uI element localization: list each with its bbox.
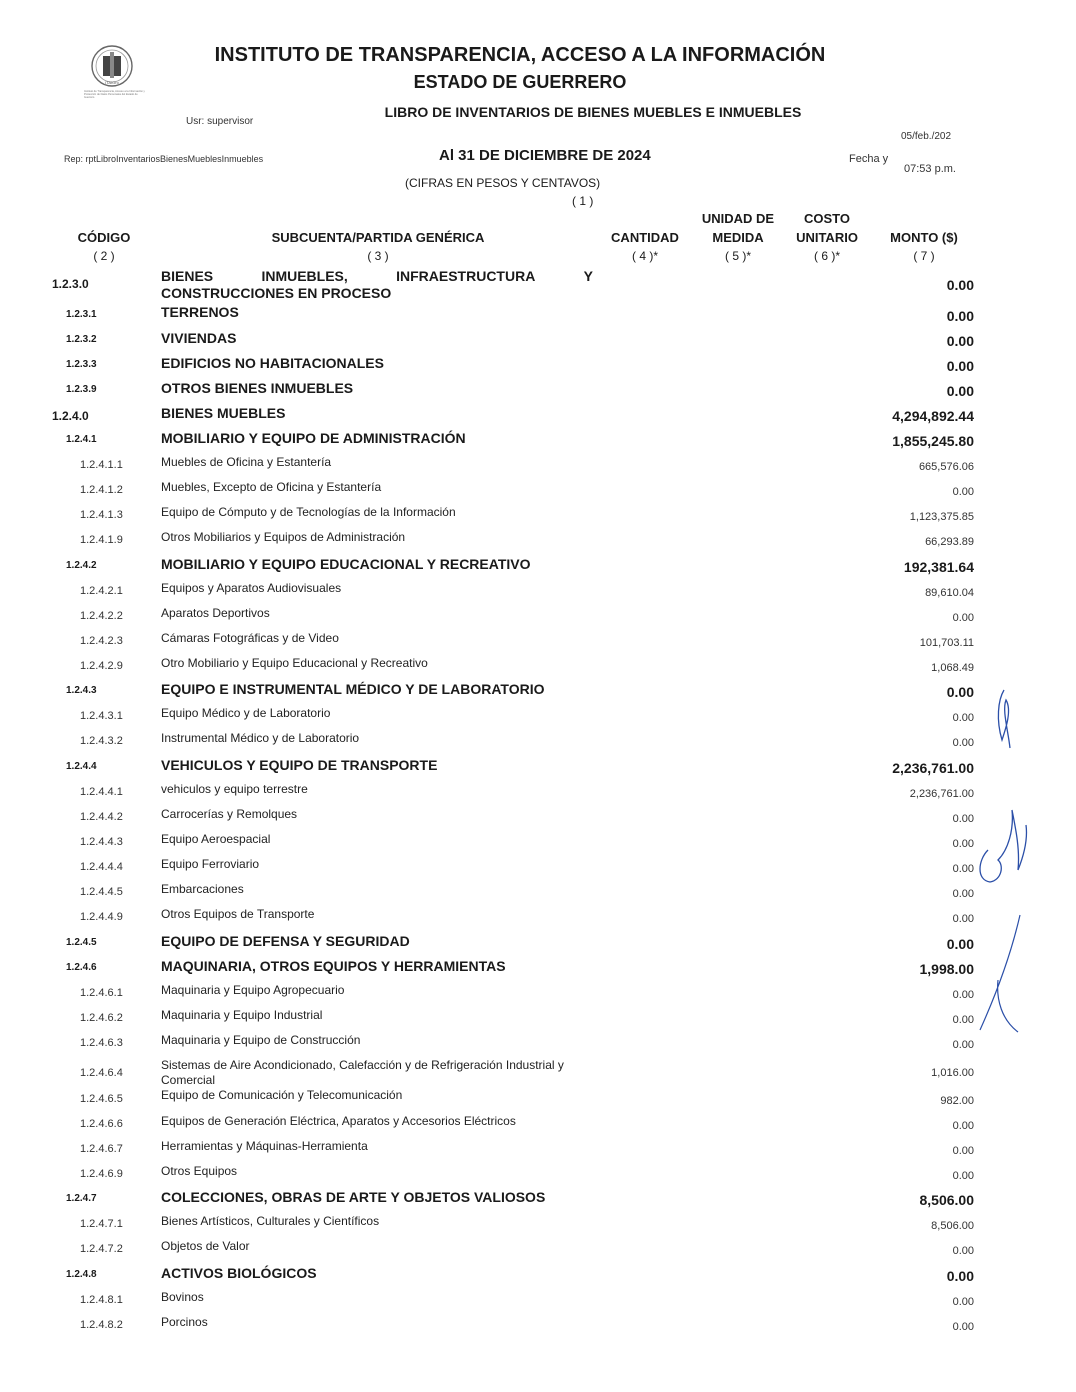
row-description: Muebles de Oficina y Estantería <box>161 455 332 469</box>
state-title: ESTADO DE GUERRERO <box>413 72 627 92</box>
row-amount: 0.00 <box>952 1245 974 1257</box>
handwritten-signature <box>968 680 1048 1050</box>
row-amount: 665,576.06 <box>918 461 974 473</box>
row-amount: 0.00 <box>946 333 974 349</box>
row-amount: 0.00 <box>952 712 974 724</box>
row-description: Otros Equipos de Transporte <box>161 907 315 921</box>
row-code: 1.2.4.0 <box>52 409 89 423</box>
row-amount: 1,855,245.80 <box>892 433 974 449</box>
row-amount: 8,506.00 <box>931 1220 974 1232</box>
as-of-date: Al 31 DE DICIEMBRE DE 2024 <box>439 147 651 164</box>
row-description: VEHICULOS Y EQUIPO DE TRANSPORTE <box>161 757 438 773</box>
row-code: 1.2.4.6.9 <box>80 1168 123 1180</box>
row-description: Equipos y Aparatos Audiovisuales <box>161 581 342 595</box>
row-code: 1.2.4.7 <box>66 1193 97 1204</box>
row-description: Bovinos <box>161 1290 204 1304</box>
row-amount: 0.00 <box>952 1321 974 1333</box>
row-amount: 0.00 <box>952 1170 974 1182</box>
row-code: 1.2.4.2.1 <box>80 585 123 597</box>
row-amount: 0.00 <box>946 383 974 399</box>
row-code: 1.2.4.6.6 <box>80 1118 123 1130</box>
row-amount: 0.00 <box>952 813 974 825</box>
row-code: 1.2.4.2 <box>66 560 97 571</box>
row-amount: 0.00 <box>946 358 974 374</box>
row-description: Porcinos <box>161 1315 208 1329</box>
row-description: Bienes Artísticos, Culturales y Científicos <box>161 1214 380 1228</box>
row-amount: 0.00 <box>952 486 974 498</box>
desc-word: INMUEBLES, <box>261 268 348 284</box>
row-description: Equipos de Generación Eléctrica, Aparatos y Accesorios Eléctricos <box>161 1114 516 1128</box>
row-amount: 0.00 <box>946 684 974 700</box>
row-description: Equipo de Cómputo y de Tecnologías de la Información <box>161 505 456 519</box>
row-amount: 0.00 <box>952 888 974 900</box>
row-code: 1.2.4.4.5 <box>80 886 123 898</box>
row-description: Equipo Médico y de Laboratorio <box>161 706 331 720</box>
desc-line-2: CONSTRUCCIONES EN PROCESO <box>161 285 392 301</box>
row-amount: 1,123,375.85 <box>909 511 974 523</box>
row-code: 1.2.4.8 <box>66 1269 97 1280</box>
col-subcuenta-num: ( 3 ) <box>367 249 389 263</box>
row-code: 1.2.4.7.2 <box>80 1243 123 1255</box>
report-title: LIBRO DE INVENTARIOS DE BIENES MUEBLES E INMUEBLES <box>384 104 802 120</box>
row-code: 1.2.4.3.2 <box>80 735 123 747</box>
row-amount: 0.00 <box>952 1039 974 1051</box>
col-unidad-label-2: MEDIDA <box>712 230 764 245</box>
row-description: MAQUINARIA, OTROS EQUIPOS Y HERRAMIENTAS <box>161 958 506 974</box>
row-code: 1.2.4.2.3 <box>80 635 123 647</box>
row-description: Otros Mobiliarios y Equipos de Administración <box>161 530 406 544</box>
row-description: Maquinaria y Equipo Industrial <box>161 1008 323 1022</box>
row-description <box>161 268 601 302</box>
col-codigo-num: ( 2 ) <box>93 249 115 263</box>
row-description: vehiculos y equipo terrestre <box>161 782 308 796</box>
row-description: Instrumental Médico y de Laboratorio <box>161 731 360 745</box>
row-description: Otros Equipos <box>161 1164 238 1178</box>
row-code: 1.2.3.3 <box>66 359 97 370</box>
row-code: 1.2.4.3.1 <box>80 710 123 722</box>
row-amount: 1,068.49 <box>931 662 974 674</box>
row-amount: 66,293.89 <box>925 536 974 548</box>
row-description: Maquinaria y Equipo de Construcción <box>161 1033 361 1047</box>
row-code: 1.2.4.4.3 <box>80 836 123 848</box>
print-date: 05/feb./202 <box>901 131 952 142</box>
row-amount: 0.00 <box>952 737 974 749</box>
row-description: BIENES MUEBLES <box>161 405 286 421</box>
row-description: Carrocerías y Remolques <box>161 807 298 821</box>
row-code: 1.2.4.6.3 <box>80 1037 123 1049</box>
row-code: 1.2.4.1 <box>66 434 97 445</box>
row-amount: 101,703.11 <box>919 637 974 649</box>
fecha-label: Fecha y <box>849 153 889 165</box>
row-code: 1.2.4.4 <box>66 761 97 772</box>
report-id: Rep: rptLibroInventariosBienesMueblesInmuebles <box>64 154 264 164</box>
row-amount: 89,610.04 <box>925 587 974 599</box>
row-code: 1.2.4.6.7 <box>80 1143 123 1155</box>
row-amount: 0.00 <box>946 936 974 952</box>
row-code: 1.2.4.2.2 <box>80 610 123 622</box>
units-note: (CIFRAS EN PESOS Y CENTAVOS) <box>405 176 601 190</box>
row-code: 1.2.4.8.1 <box>80 1294 123 1306</box>
row-amount: 8,506.00 <box>919 1192 974 1208</box>
desc-word: BIENES <box>161 268 214 284</box>
row-amount: 0.00 <box>952 989 974 1001</box>
row-code: 1.2.4.8.2 <box>80 1319 123 1331</box>
row-code: 1.2.4.7.1 <box>80 1218 123 1230</box>
col-costo-num: ( 6 )* <box>813 249 840 263</box>
row-description: ACTIVOS BIOLÓGICOS <box>161 1265 317 1281</box>
row-code: 1.2.4.4.1 <box>80 786 123 798</box>
row-code: 1.2.4.1.1 <box>80 459 123 471</box>
row-code: 1.2.4.6.5 <box>80 1093 123 1105</box>
row-amount: 0.00 <box>952 1296 974 1308</box>
row-description: COLECCIONES, OBRAS DE ARTE Y OBJETOS VALIOSOS <box>161 1189 546 1205</box>
row-code: 1.2.4.3 <box>66 685 97 696</box>
row-amount: 0.00 <box>952 612 974 624</box>
logo-caption: Instituto de Transparencia, Acceso a la Información y Protección de Datos Personales del Estado de Guerrero <box>84 90 145 99</box>
row-amount: 192,381.64 <box>903 559 974 575</box>
row-code: 1.2.4.6.4 <box>80 1067 123 1079</box>
ref-number-1: ( 1 ) <box>572 194 594 208</box>
row-description: VIVIENDAS <box>161 330 237 346</box>
row-description: Cámaras Fotográficas y de Video <box>161 631 339 645</box>
row-amount: 0.00 <box>952 913 974 925</box>
row-description: Objetos de Valor <box>161 1239 250 1253</box>
row-description: Equipo de Comunicación y Telecomunicación <box>161 1088 403 1102</box>
row-code: 1.2.3.1 <box>66 309 97 320</box>
row-description: Maquinaria y Equipo Agropecuario <box>161 983 345 997</box>
row-code: 1.2.4.2.9 <box>80 660 123 672</box>
col-costo-label-1: COSTO <box>804 211 850 226</box>
institute-title: INSTITUTO DE TRANSPARENCIA, ACCESO A LA INFORMACIÓN <box>214 44 826 66</box>
row-amount: 0.00 <box>952 838 974 850</box>
row-code: 1.2.3.9 <box>66 384 97 395</box>
row-code: 1.2.3.2 <box>66 334 97 345</box>
row-description: EQUIPO DE DEFENSA Y SEGURIDAD <box>161 933 410 949</box>
row-code: 1.2.4.4.2 <box>80 811 123 823</box>
row-code: 1.2.4.6.1 <box>80 987 123 999</box>
row-description: Otro Mobiliario y Equipo Educacional y Recreativo <box>161 656 428 670</box>
col-monto-num: ( 7 ) <box>913 249 935 263</box>
row-code: 1.2.3.0 <box>52 277 89 291</box>
col-cantidad-label: CANTIDAD <box>611 230 679 245</box>
row-code: 1.2.4.1.9 <box>80 534 123 546</box>
desc-word: INFRAESTRUCTURA <box>396 268 536 284</box>
print-time: 07:53 p.m. <box>904 163 956 175</box>
row-code: 1.2.4.6 <box>66 962 97 973</box>
col-monto-label: MONTO ($) <box>890 230 958 245</box>
row-description: EDIFICIOS NO HABITACIONALES <box>161 355 384 371</box>
col-cantidad-num: ( 4 )* <box>631 249 658 263</box>
row-description: Embarcaciones <box>161 882 244 896</box>
row-amount: 0.00 <box>946 1268 974 1284</box>
row-amount: 4,294,892.44 <box>892 408 974 424</box>
row-amount: 0.00 <box>946 277 974 293</box>
row-amount: 0.00 <box>952 1145 974 1157</box>
row-code: 1.2.4.6.2 <box>80 1012 123 1024</box>
row-code: 1.2.4.4.9 <box>80 911 123 923</box>
row-description: Muebles, Excepto de Oficina y Estantería <box>161 480 382 494</box>
row-description: MOBILIARIO Y EQUIPO EDUCACIONAL Y RECREATIVO <box>161 556 531 572</box>
row-amount: 0.00 <box>946 308 974 324</box>
row-description: MOBILIARIO Y EQUIPO DE ADMINISTRACIÓN <box>161 430 466 446</box>
row-description: TERRENOS <box>161 304 239 320</box>
row-code: 1.2.4.1.3 <box>80 509 123 521</box>
row-code: 1.2.4.4.4 <box>80 861 123 873</box>
col-subcuenta-label: SUBCUENTA/PARTIDA GENÉRICA <box>271 230 485 245</box>
col-unidad-label-1: UNIDAD DE <box>701 211 775 226</box>
desc-word: Y <box>583 268 593 284</box>
col-unidad-num: ( 5 )* <box>724 249 751 263</box>
row-amount: 0.00 <box>952 863 974 875</box>
row-description: EQUIPO E INSTRUMENTAL MÉDICO Y DE LABORATORIO <box>161 681 545 697</box>
row-description: Herramientas y Máquinas-Herramienta <box>161 1139 368 1153</box>
col-costo-label-2: UNITARIO <box>796 230 858 245</box>
row-description: Aparatos Deportivos <box>161 606 270 620</box>
col-codigo-label: CÓDIGO <box>77 230 131 245</box>
row-amount: 0.00 <box>952 1014 974 1026</box>
row-amount: 2,236,761.00 <box>892 760 974 776</box>
row-amount: 1,016.00 <box>931 1067 974 1079</box>
row-amount: 982.00 <box>940 1095 974 1107</box>
row-description: OTROS BIENES INMUEBLES <box>161 380 354 396</box>
row-amount: 1,998.00 <box>919 961 974 977</box>
logo-acronym: ITAIGro <box>105 80 119 85</box>
row-description: Sistemas de Aire Acondicionado, Calefacción y de Refrigeración Industrial y Comercial <box>161 1058 564 1087</box>
row-code: 1.2.4.1.2 <box>80 484 123 496</box>
row-amount: 0.00 <box>952 1120 974 1132</box>
row-description: Equipo Aeroespacial <box>161 832 271 846</box>
row-amount: 2,236,761.00 <box>909 788 974 800</box>
row-description: Equipo Ferroviario <box>161 857 260 871</box>
row-code: 1.2.4.5 <box>66 937 97 948</box>
user-label: Usr: supervisor <box>186 116 254 127</box>
